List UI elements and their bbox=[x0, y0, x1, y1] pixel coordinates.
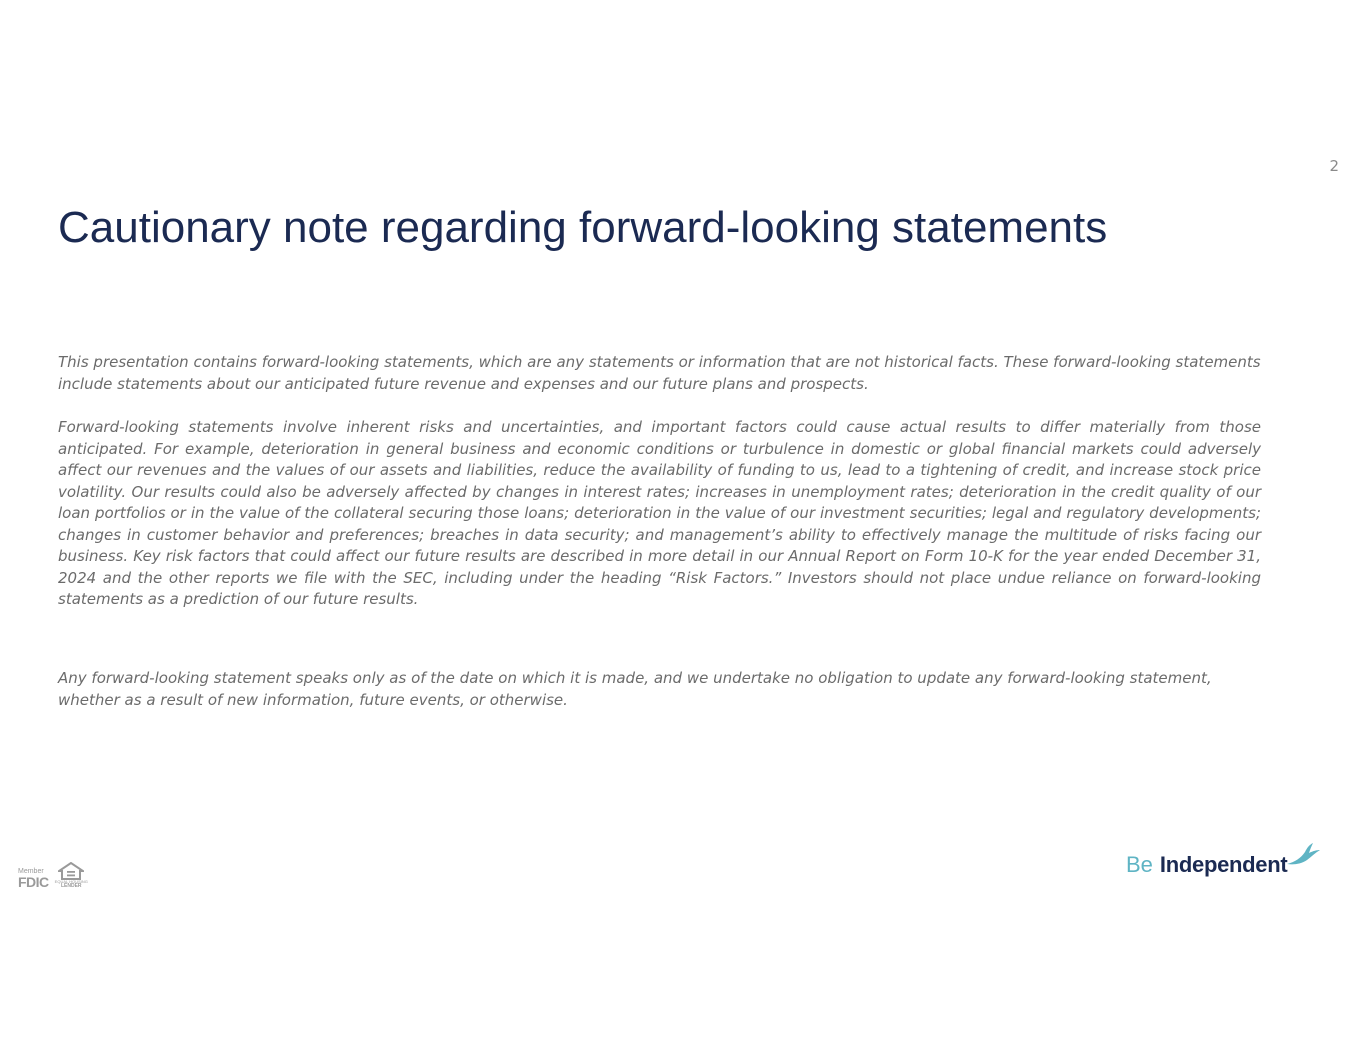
lender-label: LENDER bbox=[60, 883, 82, 889]
risk-factors-paragraph: Forward-looking statements involve inherent risks and uncertainties, and important factors could cause actual results to differ materially from those anticipated. For example, deterioration in general business and economic conditions or turbulence in domestic or global financial markets could adversely affect our revenues and the values of our assets and liabilities, reduce the availability of funding to us, lead to a tightening of credit, and increase stock price volatility. Our results could also be adversely affected by changes in interest rates; increases in unemployment rates; deterioration in the credit quality of our loan portfolios or in the value of the collateral securing those loans; deterioration in the value of our investment securities; legal and regulatory developments; changes in customer behavior and preferences; breaches in data security; and management’s ability to effectively manage the multitude of risks facing our business. Key risk factors that could affect our future results are described in more detail in our Annual Report on Form 10-K for the year ended December 31, 2024 and the other reports we file with the SEC, including under the heading “Risk Factors.” Investors should not place undue reliance on forward-looking statements as a prediction of our future results. bbox=[58, 418, 1261, 608]
bird-icon bbox=[1285, 842, 1321, 868]
intro-paragraph: This presentation contains forward-looking statements, which are any statements or information that are not historical facts. These forward-looking statements include statements about our anticipated future revenue and expenses and our future plans and prospects. bbox=[58, 353, 1261, 393]
brand-name-text: Independent bbox=[1159, 852, 1288, 877]
fdic-member-mark bbox=[18, 868, 49, 889]
brand-be-text: Be bbox=[1126, 852, 1153, 877]
disclaimer-paragraph: Any forward-looking statement speaks only as of the date on which it is made, and we undertake no obligation to update any forward-looking statement, whether as a result of new information, future events, or otherwise. bbox=[58, 669, 1212, 709]
be-independent-logo bbox=[1126, 852, 1321, 878]
equal-housing-lender-mark bbox=[55, 862, 88, 889]
fdic-label: FDIC bbox=[18, 874, 49, 890]
fdic-member-label: Member bbox=[18, 868, 44, 875]
equal-housing-label: EQUAL HOUSING bbox=[54, 879, 88, 884]
page-number: 2 bbox=[1329, 157, 1339, 175]
house-icon bbox=[58, 862, 84, 880]
page-title: Cautionary note regarding forward-looking statements bbox=[58, 203, 1108, 252]
fdic-logo bbox=[18, 862, 88, 889]
